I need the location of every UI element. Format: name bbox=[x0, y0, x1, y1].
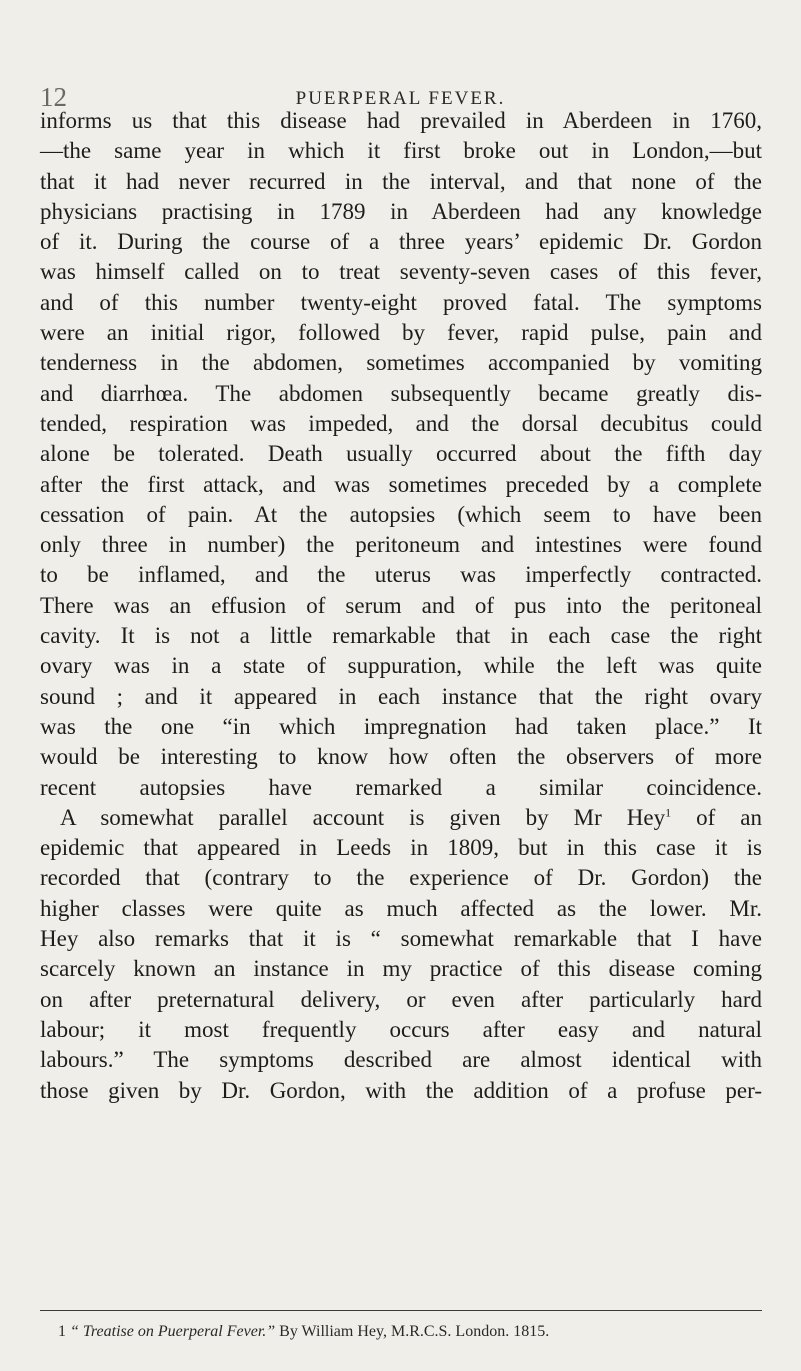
paragraph-1 bbox=[40, 106, 762, 803]
text-line: labour; it most frequently occurs after easy and natural bbox=[40, 1016, 762, 1042]
text-line: only three in number) the peritoneum and intestines were found bbox=[40, 532, 762, 558]
text-line: Hey also remarks that it is “ somewhat remarkable that I have bbox=[40, 926, 762, 952]
text-line: and of this number twenty-eight proved fatal. The symptoms bbox=[40, 289, 762, 315]
text-line bbox=[40, 803, 762, 833]
footnote-marker: 1 bbox=[58, 1323, 66, 1340]
text-line: alone be tolerated. Death usually occurred about the fifth day bbox=[40, 441, 762, 467]
text-line: physicians practising in 1789 in Aberdeen had any knowledge bbox=[40, 198, 762, 224]
text-line: —the same year in which it first broke out in London,—but bbox=[40, 138, 762, 164]
text-line: tenderness in the abdomen, sometimes accompanied by vomiting bbox=[40, 350, 762, 376]
text-line: higher classes were quite as much affected as the lower. Mr. bbox=[40, 895, 762, 921]
text-line: informs us that this disease had prevailed in Aberdeen in 1760, bbox=[40, 108, 762, 133]
text-segment: A somewhat parallel account is given by Mr Hey bbox=[60, 804, 666, 830]
text-line: of it. During the course of a three years’ epidemic Dr. Gordon bbox=[40, 229, 762, 255]
text-line: recent autopsies have remarked a similar coincidence. bbox=[40, 774, 762, 800]
text-line: cavity. It is not a little remarkable that in each case the right bbox=[40, 623, 762, 649]
page-number: 12 bbox=[40, 82, 67, 112]
text-line: epidemic that appeared in Leeds in 1809, but in this case it is bbox=[40, 835, 762, 861]
body-text bbox=[40, 106, 762, 1106]
text-line: scarcely known an instance in my practice of this disease coming bbox=[40, 956, 762, 982]
text-line: sound ; and it appeared in each instance that the right ovary bbox=[40, 683, 762, 709]
text-line: recorded that (contrary to the experience of Dr. Gordon) the bbox=[40, 865, 762, 891]
text-line: were an initial rigor, followed by fever, rapid pulse, pain and bbox=[40, 320, 762, 346]
text-line: labours.” The symptoms described are almost identical with bbox=[40, 1047, 762, 1073]
text-line: to be inflamed, and the uterus was imperfectly contracted. bbox=[40, 562, 762, 588]
text-line: There was an effusion of serum and of pus into the peritoneal bbox=[40, 592, 762, 618]
text-line: ovary was in a state of suppuration, while the left was quite bbox=[40, 653, 762, 679]
footnote bbox=[58, 1322, 762, 1342]
footnote-title: “ Treatise on Puerperal Fever.” bbox=[70, 1323, 276, 1340]
text-segment: of an bbox=[696, 804, 763, 830]
paragraph-2 bbox=[40, 803, 762, 1106]
text-line: those given by Dr. Gordon, with the addition of a profuse per- bbox=[40, 1077, 762, 1103]
footnote-citation: By William Hey, M.R.C.S. London. 1815. bbox=[279, 1323, 550, 1340]
text-line: on after preternatural delivery, or even after particularly hard bbox=[40, 986, 762, 1012]
text-line: after the first attack, and was sometimes preceded by a complete bbox=[40, 471, 762, 497]
text-line: that it had never recurred in the interval, and that none of the bbox=[40, 168, 762, 194]
text-line: would be interesting to know how often the observers of more bbox=[40, 744, 762, 770]
text-line: and diarrhœa. The abdomen subsequently became greatly dis- bbox=[40, 380, 762, 406]
footnote-rule bbox=[40, 1310, 762, 1311]
footnote-reference: 1 bbox=[665, 805, 672, 820]
text-line: cessation of pain. At the autopsies (which seem to have been bbox=[40, 501, 762, 527]
text-line: was the one “in which impregnation had taken place.” It bbox=[40, 713, 762, 739]
text-line: tended, respiration was impeded, and the dorsal decubitus could bbox=[40, 410, 762, 436]
running-title: PUERPERAL FEVER. bbox=[295, 88, 506, 109]
text-line: was himself called on to treat seventy-seven cases of this fever, bbox=[40, 259, 762, 285]
